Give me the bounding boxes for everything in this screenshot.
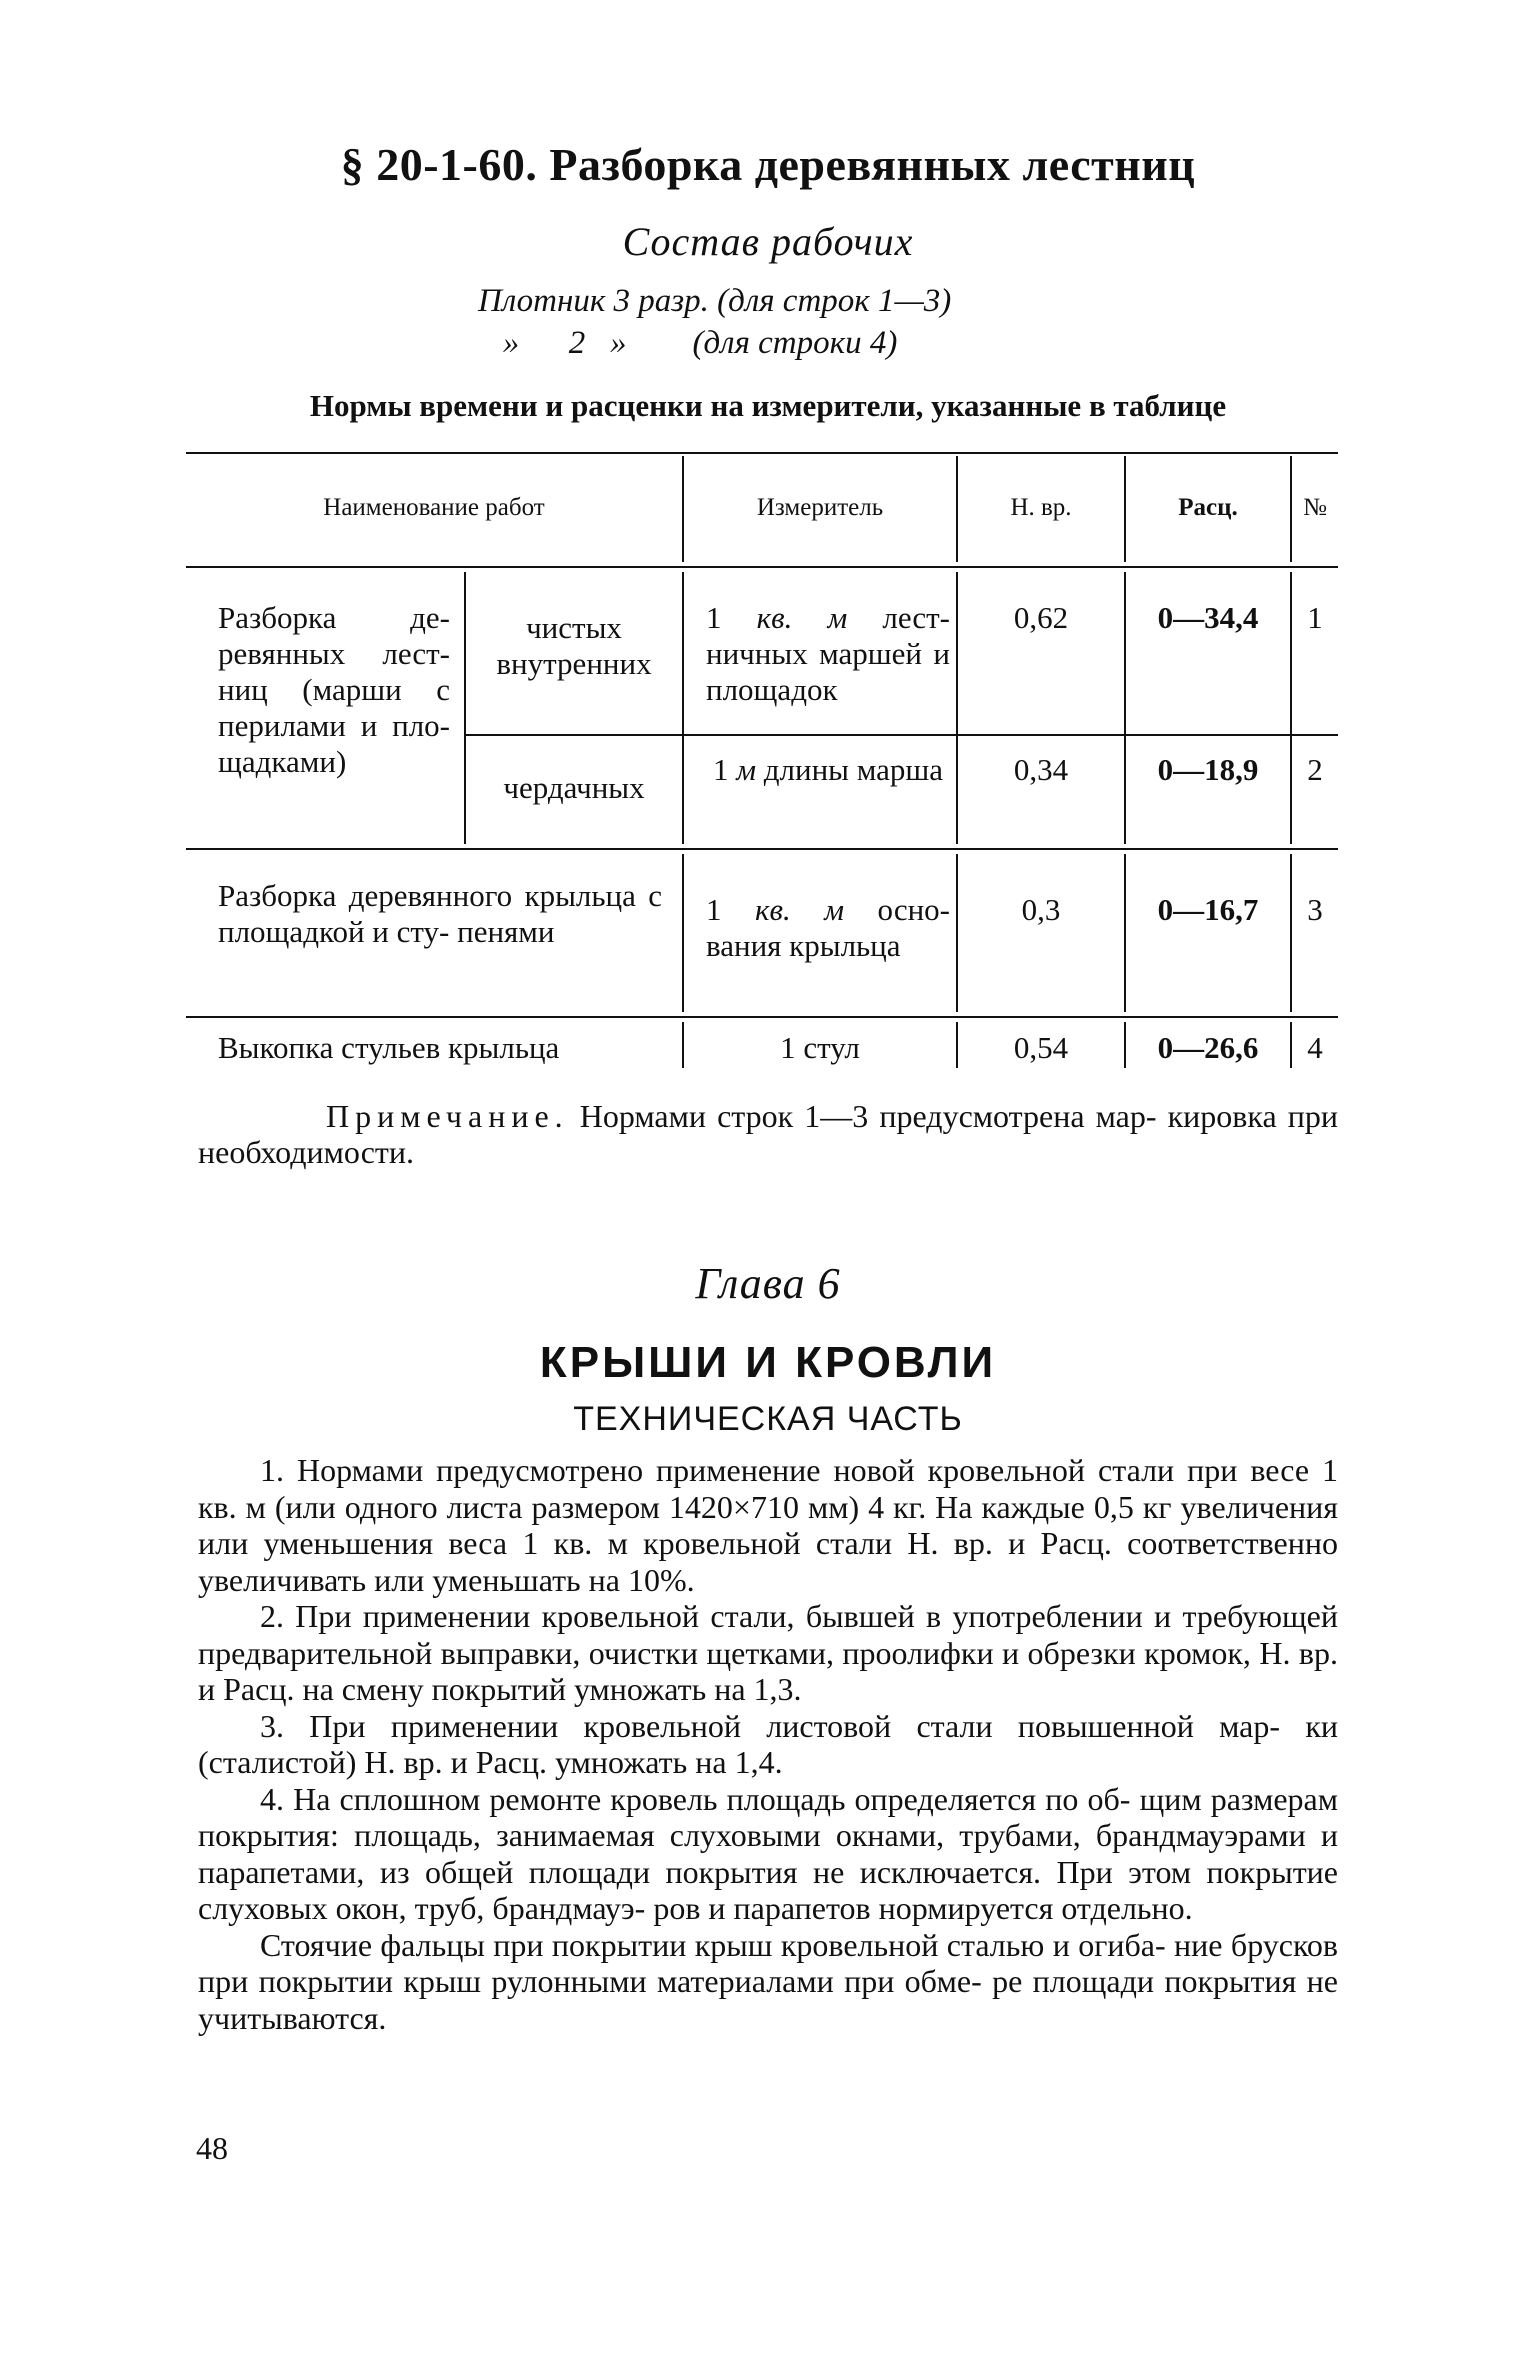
group1-bottom-rule [186, 848, 1338, 850]
note-label: Примечание. [326, 1098, 569, 1134]
worker-line-2: » 2 » (для строки 4) [478, 325, 898, 361]
row1-bottom-rule [464, 734, 1338, 736]
group1-sub-divider [464, 572, 466, 844]
paragraph-2: 2. При применении кровельной стали, бывшей в употреблении и требующей предварительной выправки, очистки щетками, проолифки и обрезки кромок, Н. вр. и Расц. на смену покрытий умножать на 1,3. [198, 1598, 1338, 1707]
row3-divider-3 [1124, 854, 1126, 1012]
row3-unit-italic: кв. м [755, 892, 845, 927]
row3-num: 3 [1307, 892, 1323, 927]
row4-unit: 1 стул [780, 1030, 860, 1065]
section-title: § 20-1-60. Разборка деревянных лестниц [340, 139, 1196, 190]
group1-divider-1 [682, 572, 684, 844]
row3-divider-4 [1290, 854, 1292, 1012]
paragraph-1: 1. Нормами предусмотрено применение новой кровельной стали при весе 1 кв. м (или одного листа размером 1420×710 мм) 4 кг. На каждые 0,5 кг увеличения или уменьшения веса 1 кв. м кровельной стали Н. вр. и Расц. соответственно увеличивать или уменьшать на 10%. [198, 1452, 1338, 1598]
workers-subtitle: Состав рабочих [622, 219, 914, 264]
paragraph-4: 4. На сплошном ремонте кровель площадь определяется по об- щим размерам покрытия: площадь, занимаемая слуховыми окнами, трубами, брандмауэрами и парапетами, из общей площади покрытия не исключается. При этом покрытие слуховых окон, труб, брандмауэ- ров и парапетов нормируется отдельно. [198, 1780, 1338, 1926]
header-time: Н. вр. [1010, 494, 1072, 521]
row4-time: 0,54 [1013, 1030, 1069, 1065]
row2-time: 0,34 [1013, 752, 1069, 787]
norms-table [186, 448, 1338, 1068]
row1-time: 0,62 [1013, 600, 1069, 635]
row1-unit-prefix: 1 [706, 600, 722, 635]
row1-unit-rest: лест- ничных маршей и площадок [706, 600, 951, 707]
header-name: Наименование работ [323, 494, 545, 521]
row1-sub: чистых внутренних [496, 610, 652, 681]
row3-bottom-rule [186, 1016, 1338, 1018]
row1-unit-italic: кв. м [756, 600, 848, 635]
header-unit: Измеритель [756, 494, 884, 521]
page-number: 48 [196, 2130, 228, 2166]
part-title: ТЕХНИЧЕСКАЯ ЧАСТЬ [573, 1400, 963, 1438]
row4-num: 4 [1307, 1030, 1323, 1065]
row1-num: 1 [1307, 600, 1323, 635]
header-rate: Расц. [1178, 494, 1238, 521]
note-text: Нормами строк 1—3 предусмотрена мар- кировка при необходимости. [198, 1098, 1338, 1170]
norms-caption: Нормы времени и расценки на измерители, указанные в таблице [309, 388, 1227, 423]
row2-rate: 0—18,9 [1157, 752, 1259, 787]
row3-unit-rest: осно- вания крыльца [706, 892, 950, 963]
row3-unit-prefix: 1 [706, 892, 722, 927]
header-bottom-rule [186, 566, 1338, 568]
row4-rate: 0—26,6 [1157, 1030, 1259, 1065]
row3-unit [706, 892, 950, 964]
row1-unit [706, 600, 950, 708]
row3-name: Разборка деревянного крыльца с площадкой и сту- пенями [218, 878, 662, 949]
chapter-label: Глава 6 [695, 1259, 841, 1308]
chapter-title: КРЫШИ И КРОВЛИ [539, 1338, 997, 1387]
row2-unit [706, 752, 950, 788]
row2-sub: чердачных [503, 770, 645, 805]
row3-rate: 0—16,7 [1157, 892, 1259, 927]
row2-unit-prefix: 1 [712, 752, 729, 787]
row2-unit-italic: м [736, 752, 756, 787]
row1-rate: 0—34,4 [1157, 600, 1259, 635]
header-num: № [1303, 494, 1327, 521]
row3-divider-2 [956, 854, 958, 1012]
paragraph-3: 3. При применении кровельной листовой стали повышенной мар- ки (сталистой) Н. вр. и Расц. умножать на 1,4. [198, 1707, 1338, 1780]
row3-time: 0,3 [1021, 892, 1061, 927]
table-note [198, 1098, 1338, 1170]
table-top-rule [186, 452, 1338, 454]
row2-unit-rest: длины марша [756, 752, 944, 787]
paragraph-5: Стоячие фальцы при покрытии крыш кровельной сталью и огиба- ние брусков при покрытии крыш рулонными материалами при обме- ре площади покрытия не учитываются. [198, 1926, 1338, 2036]
row2-num: 2 [1307, 752, 1323, 787]
workers-list [478, 280, 951, 364]
worker-line-1: Плотник 3 разр. (для строк 1—3) [478, 283, 952, 319]
group1-label: Разборка де- ревянных лест- ниц (марши с перилами и пло- щадками) [218, 600, 450, 779]
row3-divider-1 [682, 854, 684, 1012]
technical-part-text [198, 1452, 1338, 2036]
row4-name: Выкопка стульев крыльца [218, 1030, 560, 1065]
